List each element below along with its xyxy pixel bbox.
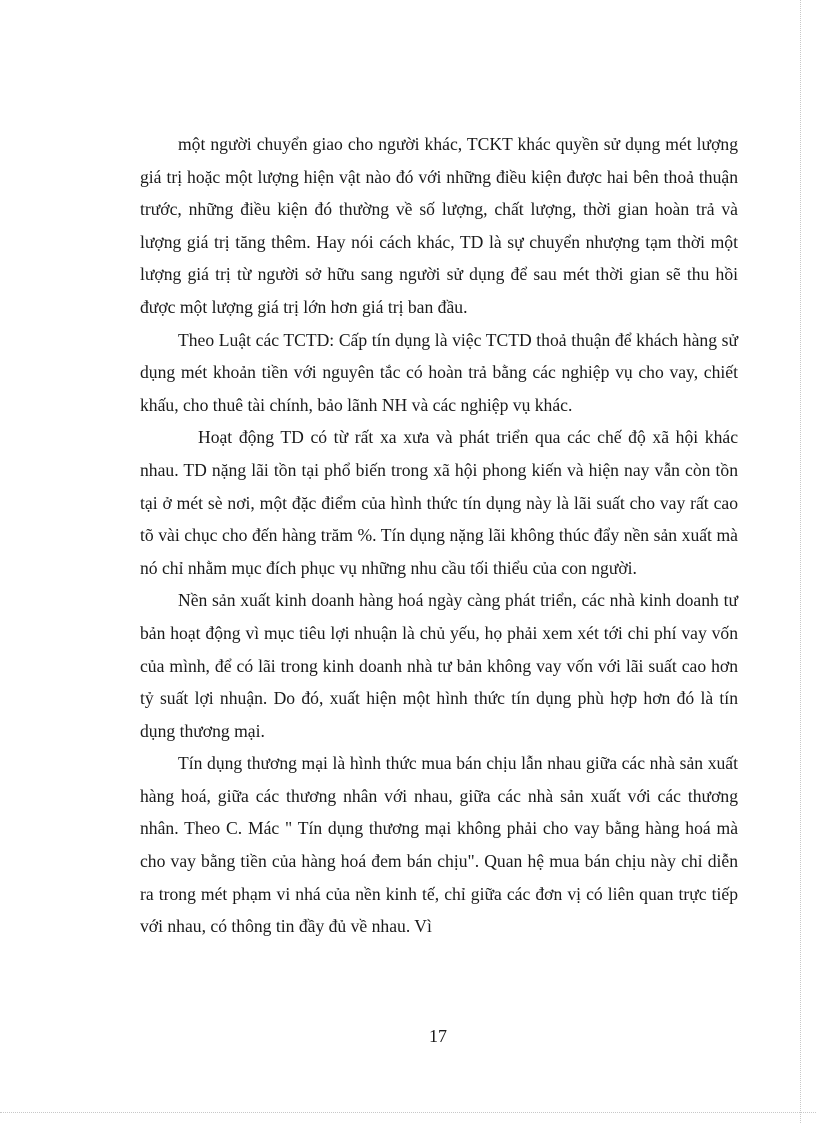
paragraph-1: một người chuyển giao cho người khác, TCKT khác quyền sử dụng mét lượng giá trị hoặc một lượng hiện vật nào đó với những điều kiện được hai bên thoả thuận trước, những điều kiện đó thường về số lượng, chất lượng, thời gian hoàn trả và lượng giá trị tăng thêm. Hay nói cách khác, TD là sự chuyển nhượng tạm thời một lượng giá trị từ người sở hữu sang người sử dụng để sau mét thời gian sẽ thu hồi được một lượng giá trị lớn hơn giá trị ban đầu. — [140, 134, 738, 317]
page-number: 17 — [429, 1026, 447, 1046]
paragraph-3: Hoạt động TD có từ rất xa xưa và phát triển qua các chế độ xã hội khác nhau. TD nặng lãi tồn tại phổ biến trong xã hội phong kiến và hiện nay vẫn còn tồn tại ở mét sè nơi, một đặc điểm của hình thức tín dụng này là lãi suất cho vay rất cao tõ vài chục cho đến hàng trăm %. Tín dụng nặng lãi không thúc đẩy nền sản xuất mà nó chỉ nhằm mục đích phục vụ những nhu cầu tối thiểu của con người. — [140, 427, 738, 578]
document-body — [140, 128, 738, 943]
paragraph-4: Nền sản xuất kinh doanh hàng hoá ngày càng phát triển, các nhà kinh doanh tư bản hoạt động vì mục tiêu lợi nhuận là chủ yếu, họ phải xem xét tới chi phí vay vốn của mình, để có lãi trong kinh doanh nhà tư bản không vay vốn với lãi suất cao hơn tỷ suất lợi nhuận. Do đó, xuất hiện một hình thức tín dụng phù hợp hơn đó là tín dụng thương mại. — [140, 590, 738, 741]
paragraph-5: Tín dụng thương mại là hình thức mua bán chịu lẫn nhau giữa các nhà sản xuất hàng hoá, giữa các thương nhân với nhau, giữa các nhà sản xuất với các thương nhân. Theo C. Mác " Tín dụng thương mại không phải cho vay bằng hàng hoá mà cho vay bằng tiền của hàng hoá đem bán chịu". Quan hệ mua bán chịu này chỉ diễn ra trong mét phạm vi nhá của nền kinh tế, chỉ giữa các đơn vị có liên quan trực tiếp với nhau, có thông tin đầy đủ về nhau. Vì — [140, 753, 738, 937]
paragraph-2: Theo Luật các TCTD: Cấp tín dụng là việc TCTD thoả thuận để khách hàng sử dụng mét khoản tiền với nguyên tắc có hoàn trả bằng các nghiệp vụ cho vay, chiết khấu, cho thuê tài chính, bảo lãnh NH và các nghiệp vụ khác. — [140, 329, 738, 415]
page-border-bottom — [0, 1112, 816, 1113]
page-border-right — [800, 0, 801, 1123]
